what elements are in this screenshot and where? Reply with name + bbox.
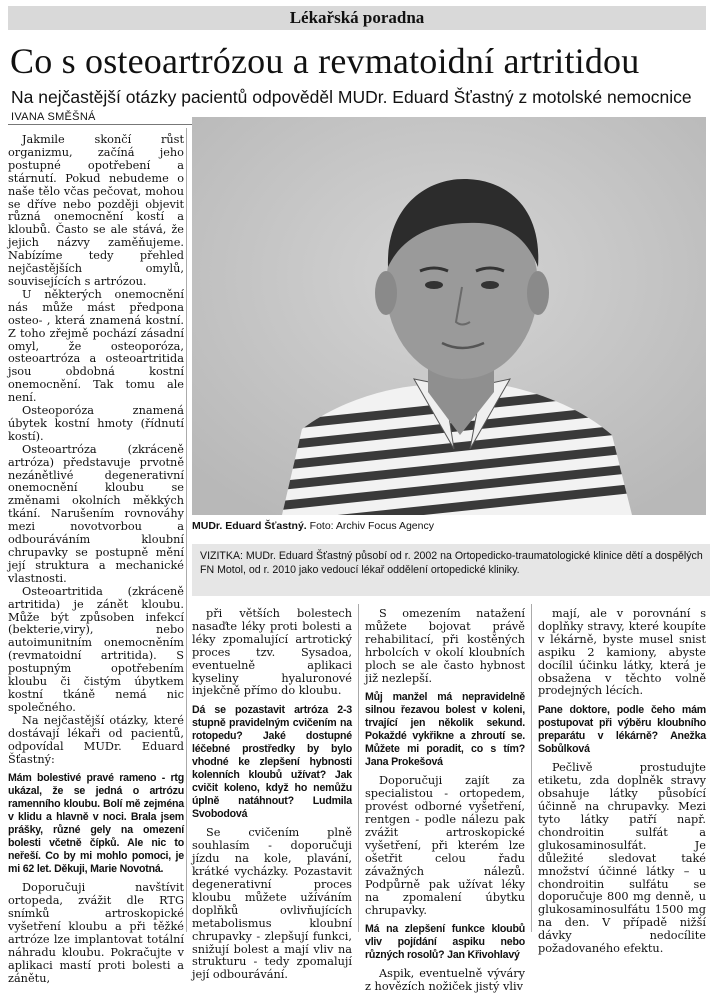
reader-question: Pane doktore, podle čeho mám postupovat při výběru kloubního preparátu v lékárně? Anežka Sobůlková [538,704,706,756]
caption-name: MUDr. Eduard Šťastný. [192,520,307,532]
article-paragraph: Osteoartróza (zkráceně artróza) představuje prvotně nezánětlivé degenerativní onemocnění kloubu se změnami okolních měkkých tkání. Narušením rovnováhy mezi novotvorbou a odbouráváním kloubní chrupavky se postupně mění její struktura a mechanické vlastnosti. [8,442,184,585]
reader-question: Mám bolestivé pravé rameno - rtg ukázal, že se jedná o artrózu ramenního kloubu. Bolí mě zejména v klidu a hlavně v noci. Brala jsem prášky, různé gely na omezení bolesti včetně čípků. Ale nic to neřeší. Co by mi mohlo pomoci, je mi 62 let. Děkuji, Marie Novotná. [8,772,184,876]
byline-rule [8,124,198,125]
vizitka-box: VIZITKA: MUDr. Eduard Šťastný působí od r. 2002 na Ortopedicko-traumatologické klinice dětí a dospělých FN Motol, od r. 2010 jako vedoucí lékař oddělení ortopedické kliniky. [192,544,710,596]
article-paragraph: Pečlivě prostudujte etiketu, zda doplněk stravy obsahuje látky působící účinně na chrupavky. Mezi tyto látky patří např. chondroitin sulfát a glukosaminosulfát. Je důležité sledovat také množství účinné látky – u chondroitin sulfátu se doporučuje 800 mg denně, u glukosaminosulfátu 1500 mg na den. V případě nižší dávky nedocílite požadovaného efektu. [538,761,706,956]
article-paragraph: Doporučuji zajít za specialistou - ortopedem, provést odborné vyšetření, rentgen - podle nálezu pak zvážit artroskopické vyšetření, při kterém lze ošetřit celou řadu závažných nálezů. Podpůrně pak užívat léky na zpomalení úbytku chrupavky. [365,774,525,917]
column-divider [358,604,359,932]
article-paragraph: Jakmile skončí růst organizmu, začíná jeho postupné opotřebení a stárnutí. Pokud nebudeme o naše tělo včas pečovat, mohou se dříve nebo později objevit různá onemocnění kostí a kloubů. Často se ale stává, že jejich názvy zaměňujeme. Nabízíme tedy přehled nejčastějších omylů, souvisejících s artrózou. [8,133,184,288]
article-paragraph: Doporučuji navštívit ortopeda, zvážit dle RTG snímků artroskopické vyšetření kloubu a při těžké artróze lze implantovat totální náhradu kloubu. Pokračujte v aplikaci mastí proti bolesti a zánětu, [8,881,184,985]
photo-caption [192,519,706,533]
article-paragraph: při větších bolestech nasaďte léky proti bolesti a léky zpomalující artrotický proces tzv. Sysadoa, eventuelně aplikaci kyseliny hyaluronové injekčně přímo do kloubu. [192,607,352,698]
section-rubric: Lékařská poradna [8,6,706,30]
article-column-3 [365,608,525,994]
byline: IVANA SMĚŠNÁ [11,111,96,123]
article-paragraph: Osteoartritida (zkráceně artritida) je zánět kloubu. Může být způsoben infekcí (bekterie,viry), nebo autoimunitním onemocněním (revmatoidní artritida). S postupným opotřebením kloubu či čistým úbytkem kostní tkáně nemá nic společného. [8,584,184,714]
article-column-4 [538,608,706,956]
article-column-1 [8,134,184,986]
caption-credit: Foto: Archiv Focus Agency [309,520,434,532]
article-paragraph: Aspik, eventuelně výváry z hovězích nožiček jistý vliv [365,967,525,994]
article-paragraph: S omezením natažení můžete bojovat právě rehabilitací, při kostěných hrbolcích v okolí kloubních ploch se ale často hybnost již nezlepší. [365,607,525,685]
reader-question: Má na zlepšení funkce kloubů vliv pojídání aspiku nebo různých rosolů? Jan Křivohlavý [365,923,525,962]
article-paragraph: Se cvičením plně souhlasím - doporučuji jízdu na kole, plavání, krátké vycházky. Pozastavit degenerativní proces kloubu můžete užíváním doplňků ovlivňujících metabolismus kloubní chrupavky - zlepšují funkci, snižují bolest a mají vliv na strukturu - tedy zpomalují její odbourávání. [192,826,352,982]
column-divider [186,128,187,932]
article-paragraph: U některých onemocnění nás může mást předpona osteo- , která znamená kostní. Z toho zřejmě pochází zásadní omyl, že osteoporóza, osteoartróza a osteoartritida jsou obdobná kostní onemocnění. Tak tomu ale není. [8,287,184,405]
article-paragraph: mají, ale v porovnání s doplňky stravy, které koupíte v lékárně, byste musel snist aspiku 2 kamiony, abyste docílil účinku látky, která je obsažena v těchto volně prodejných lécích. [538,607,706,698]
column-divider [531,604,532,932]
article-headline: Co s osteoartrózou a revmatoidní artritidou [10,41,640,81]
article-subheadline: Na nejčastější otázky pacientů odpověděl MUDr. Eduard Šťastný z motolské nemocnice [11,87,692,107]
article-paragraph: Na nejčastější otázky, které dostávají lékaři od pacientů, odpovídal MUDr. Eduard Šťastný: [8,713,184,766]
portrait-photo [192,117,706,515]
reader-question: Dá se pozastavit artróza 2-3 stupně pravidelným cvičením na rotopedu? Jaké dostupné léčebné prostředky by bylo vhodné ke zlepšení hybnosti kolenních kloubů užívat? Jak cvičit koleno, když ho nemůžu úplně natáhnout? Ludmila Svobodová [192,704,352,821]
article-paragraph: Osteoporóza znamená úbytek kostní hmoty (řídnutí kostí). [8,404,184,443]
article-column-2 [192,608,352,982]
reader-question: Můj manžel má nepravidelně silnou řezavou bolest v koleni, trvající jen několik sekund. Pokaždé vykřikne a zhroutí se. Můžete mi poradit, co s tím? Jana Prokešová [365,691,525,769]
